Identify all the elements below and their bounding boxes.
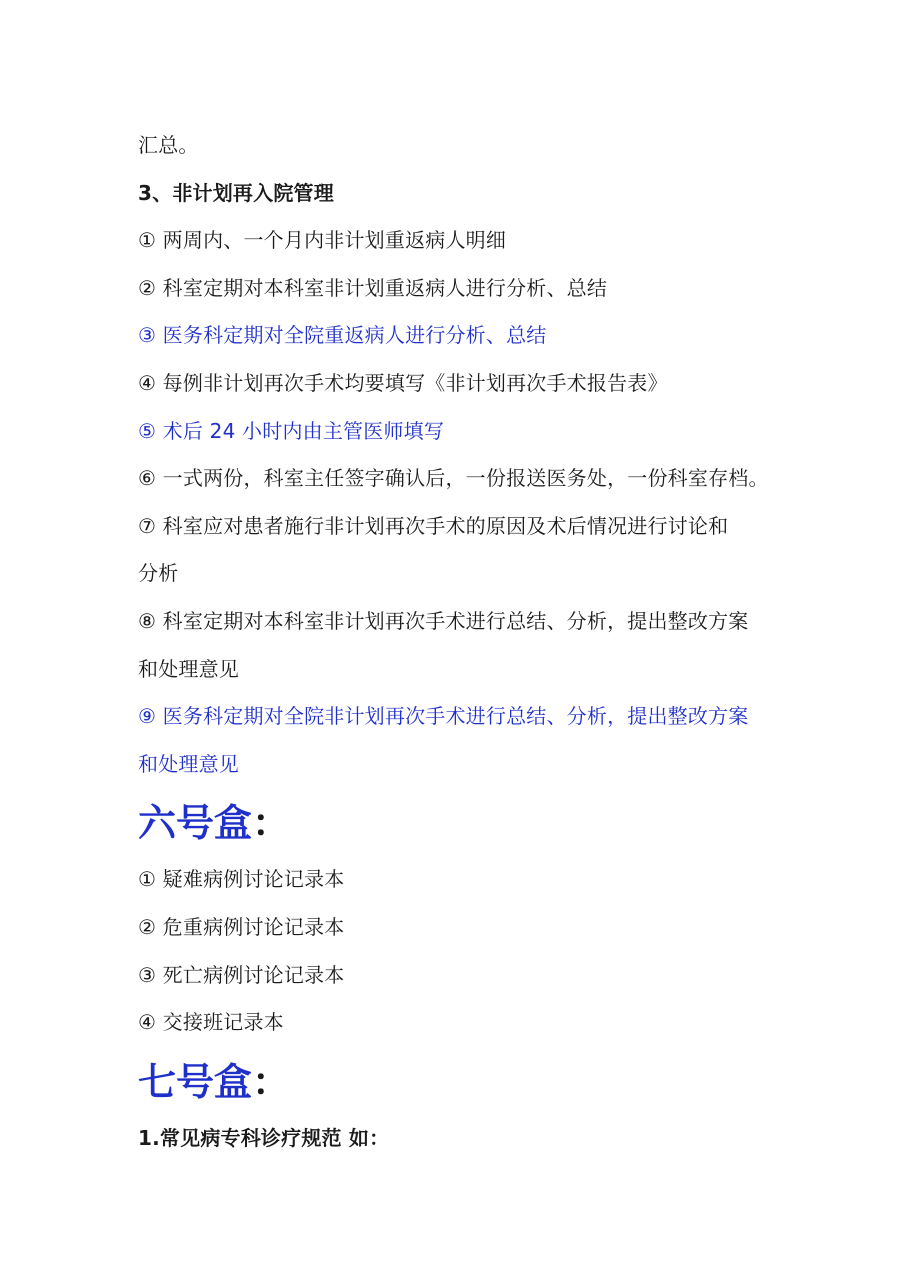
- subheading-readmission: 3、非计划再入院管理: [138, 180, 334, 205]
- box7-title: 七号盒: [138, 1059, 253, 1104]
- box6-colon: ：: [252, 801, 291, 846]
- list-item: ⑦ 科室应对患者施行非计划再次手术的原因及术后情况进行讨论和: [138, 513, 729, 538]
- list-item: ⑨ 医务科定期对全院非计划再次手术进行总结、分析，提出整改方案: [138, 704, 749, 729]
- list-item: ② 危重病例讨论记录本: [138, 914, 345, 939]
- list-item: ② 科室定期对本科室非计划重返病人进行分析、总结: [138, 275, 608, 300]
- continuation-text: 汇总。: [138, 133, 199, 157]
- subheading-specialty-guidelines: 1.常见病专科诊疗规范 如：: [138, 1125, 390, 1150]
- list-item-continuation: 和处理意见: [138, 656, 239, 681]
- list-item: ④ 每例非计划再次手术均要填写《非计划再次手术报告表》: [138, 370, 668, 395]
- list-item: ① 两周内、一个月内非计划重返病人明细: [138, 228, 507, 253]
- document-page: [138, 122, 788, 1162]
- box7-colon: ：: [252, 1059, 291, 1104]
- list-item-continuation: 分析: [138, 561, 179, 586]
- box7-heading: [138, 1057, 788, 1107]
- list-item: ⑥ 一式两份，科室主任签字确认后，一份报送医务处，一份科室存档。: [138, 466, 769, 491]
- list-item: ③ 医务科定期对全院重返病人进行分析、总结: [138, 323, 547, 348]
- list-item: ⑧ 科室定期对本科室非计划再次手术进行总结、分析，提出整改方案: [138, 608, 749, 633]
- list-item-continuation: 和处理意见: [138, 751, 239, 776]
- list-item: ① 疑难病例讨论记录本: [138, 867, 345, 892]
- list-item: ④ 交接班记录本: [138, 1010, 284, 1035]
- list-item: ③ 死亡病例讨论记录本: [138, 962, 345, 987]
- box6-heading: [138, 798, 788, 848]
- list-item: ⑤ 术后 24 小时内由主管医师填写: [138, 418, 445, 443]
- box6-title: 六号盒: [138, 801, 253, 846]
